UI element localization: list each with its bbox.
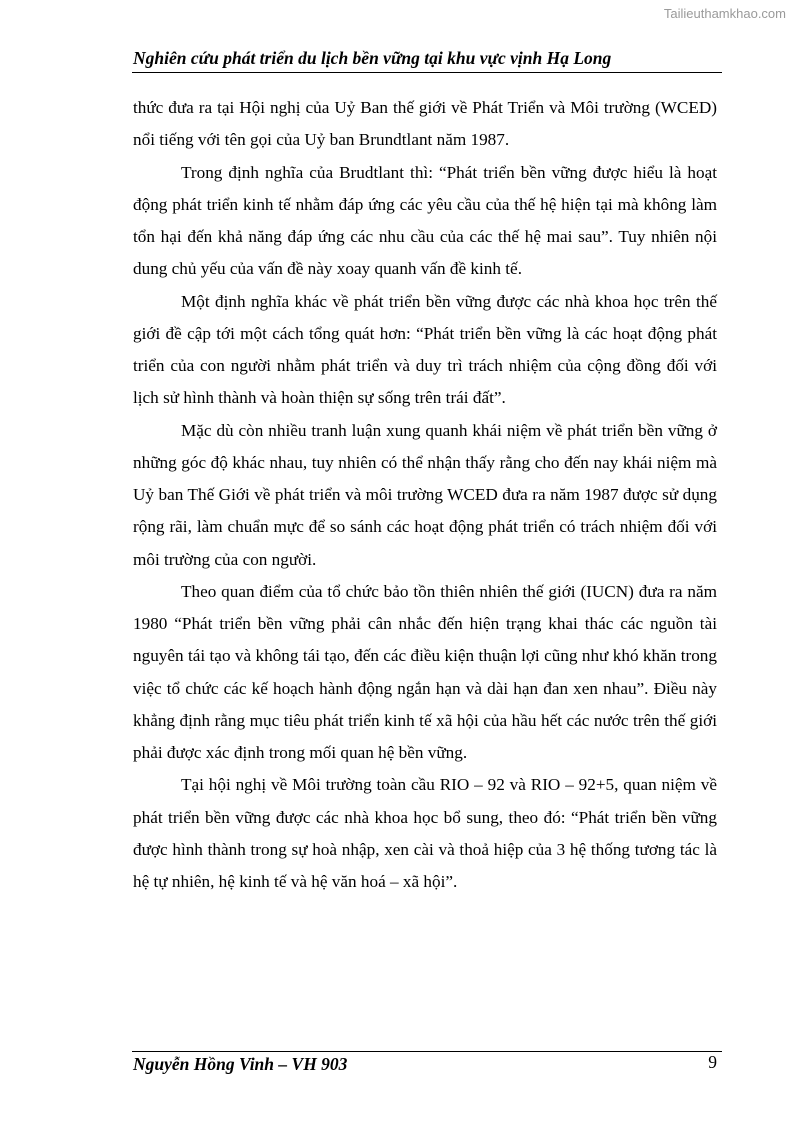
running-header-title: Nghiên cứu phát triển du lịch bền vững tại khu vực vịnh Hạ Long: [133, 48, 612, 68]
paragraph-brundtland-definition: Trong định nghĩa của Brudtlant thì: “Phát triển bền vững được hiểu là hoạt động phát triển kinh tế nhằm đáp ứng các yêu cầu của thế hệ hiện tại mà không làm tổn hại đến khả năng đáp ứng các nhu cầu của các thế hệ mai sau”. Tuy nhiên nội dung chủ yếu của vấn đề này xoay quanh vấn đề kinh tế.: [133, 162, 717, 279]
footer-divider: [132, 1051, 722, 1052]
paragraph-continuation: thức đưa ra tại Hội nghị của Uỷ Ban thế giới về Phát Triển và Môi trường (WCED) nổi tiếng với tên gọi của Uỷ ban Brundtlant năm 1987.: [133, 98, 717, 150]
page-number: 9: [708, 1052, 717, 1072]
watermark-text: Tailieuthamkhao.com: [663, 6, 786, 21]
paragraph-wced-concept: Mặc dù còn nhiều tranh luận xung quanh khái niệm về phát triển bền vững ở những góc độ khác nhau, tuy nhiên có thể nhận thấy rằng cho đến nay khái niệm mà Uỷ ban Thế Giới về phát triển và môi trường WCED đưa ra năm 1987 được sử dụng rộng rãi, làm chuẩn mực để so sánh các hoạt động phát triển có trách nhiệm đối với môi trường của con người.: [133, 420, 717, 569]
paragraph-rio-conference: Tại hội nghị về Môi trường toàn cầu RIO – 92 và RIO – 92+5, quan niệm về phát triển bền vững được các nhà khoa học bổ sung, theo đó: “Phát triển bền vững được hình thành trong sự hoà nhập, xen cài và thoả hiệp của 3 hệ thống tương tác là hệ tự nhiên, hệ kinh tế và hệ văn hoá – xã hội”.: [133, 775, 717, 891]
paragraph-iucn-viewpoint: Theo quan điểm của tổ chức bảo tồn thiên nhiên thế giới (IUCN) đưa ra năm 1980 “Phát triển bền vững phải cân nhắc đến hiện trạng khai thác các nguồn tài nguyên tái tạo và không tái tạo, đến các điều kiện thuận lợi cũng như khó khăn trong việc tổ chức các kế hoạch hành động ngắn hạn và dài hạn đan xen nhau”. Điều này khẳng định rằng mục tiêu phát triển kinh tế xã hội của hầu hết các nước trên thế giới phải được xác định trong mối quan hệ bền vững.: [133, 581, 717, 762]
document-body: [133, 92, 717, 898]
header-divider: [132, 72, 722, 73]
footer-author: Nguyễn Hồng Vinh – VH 903: [133, 1054, 348, 1074]
paragraph-general-definition: Một định nghĩa khác về phát triển bền vững được các nhà khoa học trên thế giới đề cập tới một cách tổng quát hơn: “Phát triển bền vững là các hoạt động phát triển của con người nhằm phát triển và duy trì trách nhiệm của cộng đồng đối với lịch sử hình thành và hoàn thiện sự sống trên trái đất”.: [133, 291, 717, 408]
